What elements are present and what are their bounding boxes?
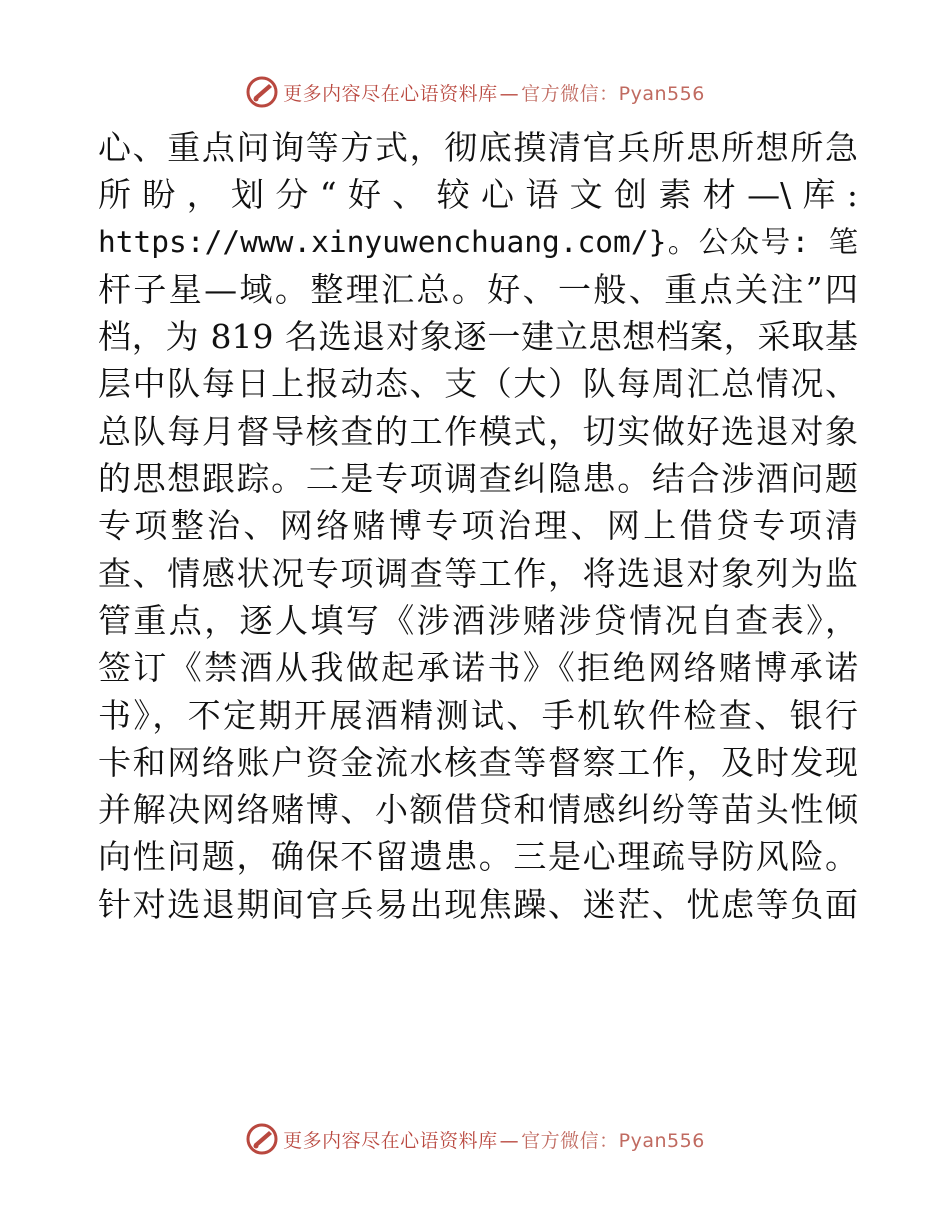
footer-wechat-text: 官方微信：Pyan556 [521, 1129, 705, 1152]
body-line: 所盼，划分“好、较心语文创素材—\库: [98, 175, 858, 215]
body-line: 档，为 819 名选退对象逐一建立思想档案，采取基 [98, 317, 858, 357]
body-line: 向性问题，确保不留遗患。三是心理疏导防风险。 [98, 837, 858, 877]
header-separator: — [499, 82, 520, 105]
brand-logo-icon [245, 75, 279, 109]
body-line: 总队每月督导核查的工作模式，切实做好选退对象 [98, 411, 858, 451]
footer-separator: — [499, 1129, 520, 1152]
header-site-text: 更多内容尽在心语资料库 [283, 82, 498, 105]
body-line: 杆子星—域。整理汇总。好、一般、重点关注”四 [98, 269, 858, 309]
body-line: 专项整治、网络赌博专项治理、网上借贷专项清 [98, 506, 858, 546]
footer-banner-text [283, 1126, 705, 1153]
body-line: 针对选退期间官兵易出现焦躁、迷茫、忧虑等负面 [98, 884, 858, 924]
body-line: 签订《禁酒从我做起承诺书》《拒绝网络赌博承诺 [98, 648, 858, 688]
brand-logo-icon [245, 1122, 279, 1156]
header-banner [0, 72, 950, 112]
body-line: 层中队每日上报动态、支（大）队每周汇总情况、 [98, 364, 858, 404]
body-line: 并解决网络赌博、小额借贷和情感纠纷等苗头性倾 [98, 790, 858, 830]
body-line: 管重点，逐人填写《涉酒涉赌涉贷情况自查表》， [98, 600, 858, 640]
body-line: 书》，不定期开展酒精测试、手机软件检查、银行 [98, 695, 858, 735]
footer-banner [0, 1119, 950, 1159]
body-line: 查、情感状况专项调查等工作，将选退对象列为监 [98, 553, 858, 593]
body-line: 心、重点问询等方式，彻底摸清官兵所思所想所急 [98, 128, 858, 167]
header-banner-text [283, 79, 705, 106]
footer-site-text: 更多内容尽在心语资料库 [283, 1129, 498, 1152]
body-line: 卡和网络账户资金流水核查等督察工作，及时发现 [98, 742, 858, 782]
header-wechat-text: 官方微信：Pyan556 [521, 82, 705, 105]
body-line: 的思想跟踪。二是专项调查纠隐患。结合涉酒问题 [98, 459, 858, 499]
body-line-url: https://www.xinyuwenchuang.com/}。公众号: 笔 [98, 224, 858, 259]
document-body [98, 124, 858, 928]
